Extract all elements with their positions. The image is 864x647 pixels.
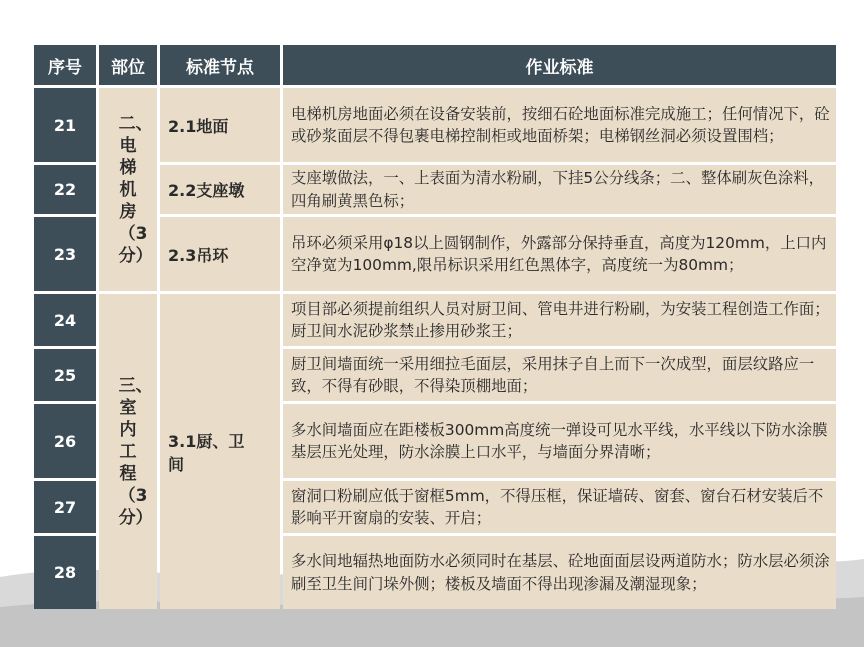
standard-text: 支座墩做法，一、上表面为清水粉刷，下挂5公分线条；二、整体刷灰色涂料，四角刷黄黑色标；: [283, 165, 836, 214]
standard-text: 吊环必须采用φ18以上圆钢制作，外露部分保持垂直，高度为120mm，上口内空净宽为100mm,限吊标识采用红色黑体字，高度统一为80mm；: [283, 217, 836, 291]
header-num: 序号: [34, 45, 96, 85]
table-row: [34, 88, 836, 162]
section-label: 三、室内工程（3分）: [99, 294, 157, 609]
standard-text: 窗洞口粉刷应低于窗框5mm，不得压框，保证墙砖、窗套、窗台石材安装后不影响平开窗扇的安装、开启；: [283, 481, 836, 533]
header-standard: 作业标准: [283, 45, 836, 85]
node-label: 2.2支座墩: [160, 165, 280, 214]
standard-text: 项目部必须提前组织人员对厨卫间、管电井进行粉刷，为安装工程创造工作面；厨卫间水泥砂浆禁止掺用砂浆王；: [283, 294, 836, 346]
standard-text: 多水间墙面应在距楼板300mm高度统一弹设可见水平线，水平线以下防水涂膜基层压光处理，防水涂膜上口水平，与墙面分界清晰；: [283, 404, 836, 478]
row-number: 26: [34, 404, 96, 478]
node-label: 2.3吊环: [160, 217, 280, 291]
row-number: 27: [34, 481, 96, 533]
row-number: 25: [34, 349, 96, 401]
standard-text: 电梯机房地面必须在设备安装前，按细石砼地面标准完成施工；任何情况下，砼或砂浆面层不得包裹电梯控制柜或地面桥架；电梯钢丝洞必须设置围档；: [283, 88, 836, 162]
row-number: 23: [34, 217, 96, 291]
standard-text: 厨卫间墙面统一采用细拉毛面层，采用抹子自上而下一次成型，面层纹路应一致，不得有砂眼，不得染顶棚地面；: [283, 349, 836, 401]
standard-text: 多水间地辐热地面防水必须同时在基层、砼地面面层设两道防水；防水层必须涂刷至卫生间门垛外侧；楼板及墙面不得出现渗漏及潮湿现象；: [283, 536, 836, 609]
header-row: [34, 45, 836, 85]
node-label: 2.1地面: [160, 88, 280, 162]
table-row: [34, 294, 836, 346]
row-number: 21: [34, 88, 96, 162]
header-part: 部位: [99, 45, 157, 85]
header-node: 标准节点: [160, 45, 280, 85]
row-number: 28: [34, 536, 96, 609]
row-number: 24: [34, 294, 96, 346]
standards-table: [31, 42, 839, 612]
section-label: 二、电梯机房（3分）: [99, 88, 157, 291]
row-number: 22: [34, 165, 96, 214]
node-label: 3.1厨、卫间: [160, 294, 280, 609]
